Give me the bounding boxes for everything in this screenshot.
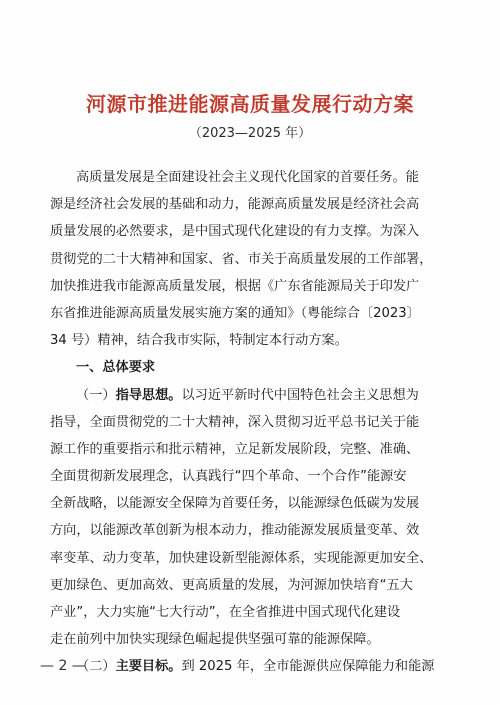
paragraph-line: 全面贯彻新发展理念，认真践行“四个革命、一个合作”能源安 [50, 469, 407, 485]
paragraph-line: 贯彻党的二十大精神和国家、省、市关于高质量发展的工作部署， [50, 251, 433, 267]
document-title: 河源市推进能源高质量发展行动方案 [86, 92, 414, 116]
paragraph-line: 更加绿色、更加高效、更高质量的发展，为河源加快培育“五大 [50, 577, 413, 593]
item-label: （一） [76, 387, 116, 403]
item-text: 到 2025 年，全市能源供应保障能力和能源 [181, 659, 435, 675]
paragraph-line: 源是经济社会发展的基础和动力，能源高质量发展是经济社会高 [50, 197, 420, 213]
paragraph-line: 质量发展的必然要求，是中国式现代化建设的有力支撑。为深入 [50, 224, 420, 240]
paragraph-line: 加快推进我市能源高质量发展，根据《广东省能源局关于印发广 [50, 278, 420, 294]
item-label: （二） [76, 659, 116, 675]
item-text: 以习近平新时代中国特色社会主义思想为 [181, 387, 419, 403]
item-title: 指导思想。 [115, 387, 182, 403]
item-first-line [50, 382, 450, 409]
paragraph-line: 东省推进能源高质量发展实施方案的通知》（粤能综合〔2023〕 [50, 305, 420, 321]
paragraph-line: 全新战略，以能源安全保障为首要任务，以能源绿色低碳为发展 [50, 496, 420, 512]
paragraph-line: 方向，以能源改革创新为根本动力，推动能源发展质量变革、效 [50, 523, 420, 539]
item-first-line [50, 653, 450, 680]
document-subtitle: （2023—2025 年） [188, 126, 312, 141]
paragraph-line: 走在前列中加快实现绿色崛起提供坚强可靠的能源保障。 [50, 632, 380, 648]
page-number: — 2 — [40, 658, 86, 674]
paragraph-line: 34 号）精神，结合我市实际，特制定本行动方案。 [50, 333, 348, 349]
section-heading: 一、总体要求 [76, 360, 156, 376]
document-body [50, 164, 450, 681]
paragraph-line: 产业”，大力实施“七大行动”，在全省推进中国式现代化建设 [50, 605, 401, 620]
paragraph-line: 源工作的重要指示和批示精神，立足新发展阶段，完整、准确、 [50, 441, 420, 457]
paragraph-line: 指导，全面贯彻党的二十大精神，深入贯彻习近平总书记关于能 [50, 414, 420, 430]
paragraph-line: 率变革、动力变革，加快建设新型能源体系，实现能源更加安全、 [50, 550, 433, 566]
paragraph-line: 高质量发展是全面建设社会主义现代化国家的首要任务。能 [76, 170, 419, 185]
item-title: 主要目标。 [115, 659, 182, 675]
